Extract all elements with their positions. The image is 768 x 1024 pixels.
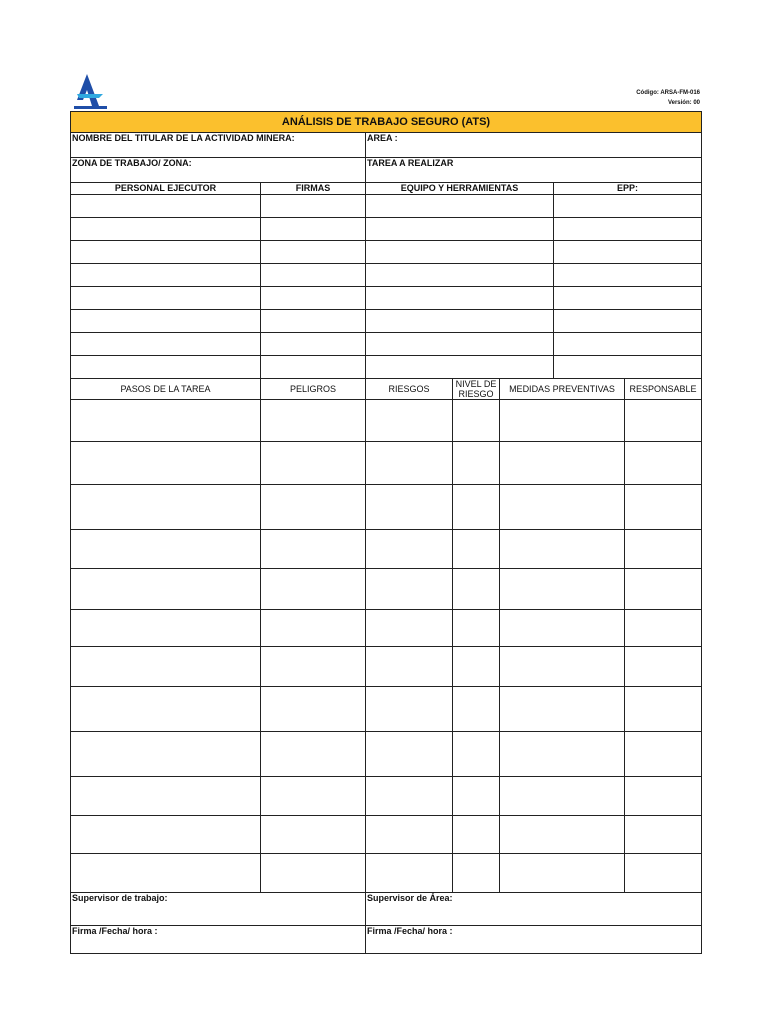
riesgo-cell[interactable]	[366, 530, 453, 569]
peligro-cell[interactable]	[261, 530, 366, 569]
riesgo-cell[interactable]	[366, 687, 453, 732]
paso-cell[interactable]	[71, 400, 261, 442]
responsable-cell[interactable]	[625, 610, 702, 647]
nivel-cell[interactable]	[453, 569, 500, 610]
medidas-header: MEDIDAS PREVENTIVAS	[500, 379, 625, 400]
equipo-cell[interactable]	[366, 241, 554, 264]
responsable-cell[interactable]	[625, 816, 702, 854]
nivel-cell[interactable]	[453, 442, 500, 485]
equipo-cell[interactable]	[366, 264, 554, 287]
area-field[interactable]: AREA :	[366, 133, 702, 158]
riesgo-cell[interactable]	[366, 610, 453, 647]
responsable-header: RESPONSABLE	[625, 379, 702, 400]
firma-cell[interactable]	[261, 333, 366, 356]
medida-cell[interactable]	[500, 816, 625, 854]
responsable-cell[interactable]	[625, 854, 702, 893]
zona-field[interactable]: ZONA DE TRABAJO/ ZONA:	[71, 158, 366, 183]
responsable-cell[interactable]	[625, 732, 702, 777]
firma-cell[interactable]	[261, 218, 366, 241]
medida-cell[interactable]	[500, 530, 625, 569]
personal-cell[interactable]	[71, 310, 261, 333]
nivel-cell[interactable]	[453, 610, 500, 647]
firma-cell[interactable]	[261, 310, 366, 333]
nivel-cell[interactable]	[453, 400, 500, 442]
epp-cell[interactable]	[554, 195, 702, 218]
personal-cell[interactable]	[71, 287, 261, 310]
riesgo-cell[interactable]	[366, 854, 453, 893]
personal-cell[interactable]	[71, 195, 261, 218]
code-label: Código:	[636, 90, 659, 96]
paso-cell[interactable]	[71, 777, 261, 816]
nivel-cell[interactable]	[453, 687, 500, 732]
paso-cell[interactable]	[71, 732, 261, 777]
ats-form	[70, 111, 701, 954]
medida-cell[interactable]	[500, 485, 625, 530]
epp-cell[interactable]	[554, 264, 702, 287]
epp-cell[interactable]	[554, 241, 702, 264]
paso-cell[interactable]	[71, 530, 261, 569]
peligro-cell[interactable]	[261, 816, 366, 854]
nivel-cell[interactable]	[453, 485, 500, 530]
medida-cell[interactable]	[500, 732, 625, 777]
peligro-cell[interactable]	[261, 732, 366, 777]
form-title: ANÁLISIS DE TRABAJO SEGURO (ATS)	[71, 112, 702, 133]
riesgo-cell[interactable]	[366, 400, 453, 442]
paso-cell[interactable]	[71, 569, 261, 610]
responsable-cell[interactable]	[625, 485, 702, 530]
riesgo-cell[interactable]	[366, 816, 453, 854]
tarea-field[interactable]: TAREA A REALIZAR	[366, 158, 702, 183]
firma-trabajo-field[interactable]: Firma /Fecha/ hora :	[71, 926, 366, 954]
medida-cell[interactable]	[500, 854, 625, 893]
nivel-cell[interactable]	[453, 530, 500, 569]
medida-cell[interactable]	[500, 569, 625, 610]
medida-cell[interactable]	[500, 400, 625, 442]
equipo-cell[interactable]	[366, 310, 554, 333]
firma-cell[interactable]	[261, 264, 366, 287]
responsable-cell[interactable]	[625, 400, 702, 442]
peligro-cell[interactable]	[261, 687, 366, 732]
responsable-cell[interactable]	[625, 647, 702, 687]
personal-cell[interactable]	[71, 356, 261, 379]
code-value: ARSA-FM-016	[660, 90, 700, 96]
supervisor-area-field[interactable]: Supervisor de Área:	[366, 893, 702, 926]
responsable-cell[interactable]	[625, 569, 702, 610]
nivel-cell[interactable]	[453, 647, 500, 687]
responsable-cell[interactable]	[625, 687, 702, 732]
equipo-cell[interactable]	[366, 356, 554, 379]
firmas-header: FIRMAS	[261, 183, 366, 195]
peligro-cell[interactable]	[261, 485, 366, 530]
equipo-cell[interactable]	[366, 218, 554, 241]
equipo-header: EQUIPO Y HERRAMIENTAS	[366, 183, 554, 195]
supervisor-trabajo-field[interactable]: Supervisor de trabajo:	[71, 893, 366, 926]
epp-header: EPP:	[554, 183, 702, 195]
epp-cell[interactable]	[554, 218, 702, 241]
peligros-header: PELIGROS	[261, 379, 366, 400]
version-value: 00	[693, 100, 700, 106]
nivel-cell[interactable]	[453, 854, 500, 893]
riesgos-header: RIESGOS	[366, 379, 453, 400]
nivel-riesgo-header: NIVEL DE RIESGO	[453, 379, 500, 400]
medida-cell[interactable]	[500, 687, 625, 732]
peligro-cell[interactable]	[261, 400, 366, 442]
responsable-cell[interactable]	[625, 442, 702, 485]
document-version	[636, 98, 700, 108]
epp-cell[interactable]	[554, 310, 702, 333]
equipo-cell[interactable]	[366, 333, 554, 356]
medida-cell[interactable]	[500, 647, 625, 687]
riesgo-cell[interactable]	[366, 442, 453, 485]
responsable-cell[interactable]	[625, 777, 702, 816]
riesgo-cell[interactable]	[366, 485, 453, 530]
document-code	[636, 88, 700, 98]
nivel-cell[interactable]	[453, 732, 500, 777]
personal-cell[interactable]	[71, 241, 261, 264]
personal-cell[interactable]	[71, 333, 261, 356]
epp-cell[interactable]	[554, 287, 702, 310]
peligro-cell[interactable]	[261, 610, 366, 647]
firma-cell[interactable]	[261, 356, 366, 379]
paso-cell[interactable]	[71, 854, 261, 893]
firma-cell[interactable]	[261, 241, 366, 264]
nivel-cell[interactable]	[453, 777, 500, 816]
paso-cell[interactable]	[71, 647, 261, 687]
medida-cell[interactable]	[500, 610, 625, 647]
riesgo-cell[interactable]	[366, 732, 453, 777]
medida-cell[interactable]	[500, 442, 625, 485]
document-code-block	[636, 88, 700, 108]
paso-cell[interactable]	[71, 610, 261, 647]
paso-cell[interactable]	[71, 687, 261, 732]
personal-cell[interactable]	[71, 218, 261, 241]
peligro-cell[interactable]	[261, 777, 366, 816]
medida-cell[interactable]	[500, 777, 625, 816]
equipo-cell[interactable]	[366, 287, 554, 310]
company-logo	[73, 72, 109, 112]
paso-cell[interactable]	[71, 485, 261, 530]
firma-cell[interactable]	[261, 287, 366, 310]
paso-cell[interactable]	[71, 442, 261, 485]
peligro-cell[interactable]	[261, 854, 366, 893]
responsable-cell[interactable]	[625, 530, 702, 569]
firma-area-field[interactable]: Firma /Fecha/ hora :	[366, 926, 702, 954]
riesgo-cell[interactable]	[366, 569, 453, 610]
pasos-header: PASOS DE LA TAREA	[71, 379, 261, 400]
peligro-cell[interactable]	[261, 647, 366, 687]
riesgo-cell[interactable]	[366, 647, 453, 687]
paso-cell[interactable]	[71, 816, 261, 854]
peligro-cell[interactable]	[261, 442, 366, 485]
titular-field[interactable]: NOMBRE DEL TITULAR DE LA ACTIVIDAD MINERA:	[71, 133, 366, 158]
personal-cell[interactable]	[71, 264, 261, 287]
epp-cell[interactable]	[554, 356, 702, 379]
firma-cell[interactable]	[261, 195, 366, 218]
nivel-cell[interactable]	[453, 816, 500, 854]
form-table	[70, 111, 702, 954]
riesgo-cell[interactable]	[366, 777, 453, 816]
equipo-cell[interactable]	[366, 195, 554, 218]
epp-cell[interactable]	[554, 333, 702, 356]
version-label: Versión:	[667, 100, 692, 106]
peligro-cell[interactable]	[261, 569, 366, 610]
personal-ejecutor-header: PERSONAL EJECUTOR	[71, 183, 261, 195]
